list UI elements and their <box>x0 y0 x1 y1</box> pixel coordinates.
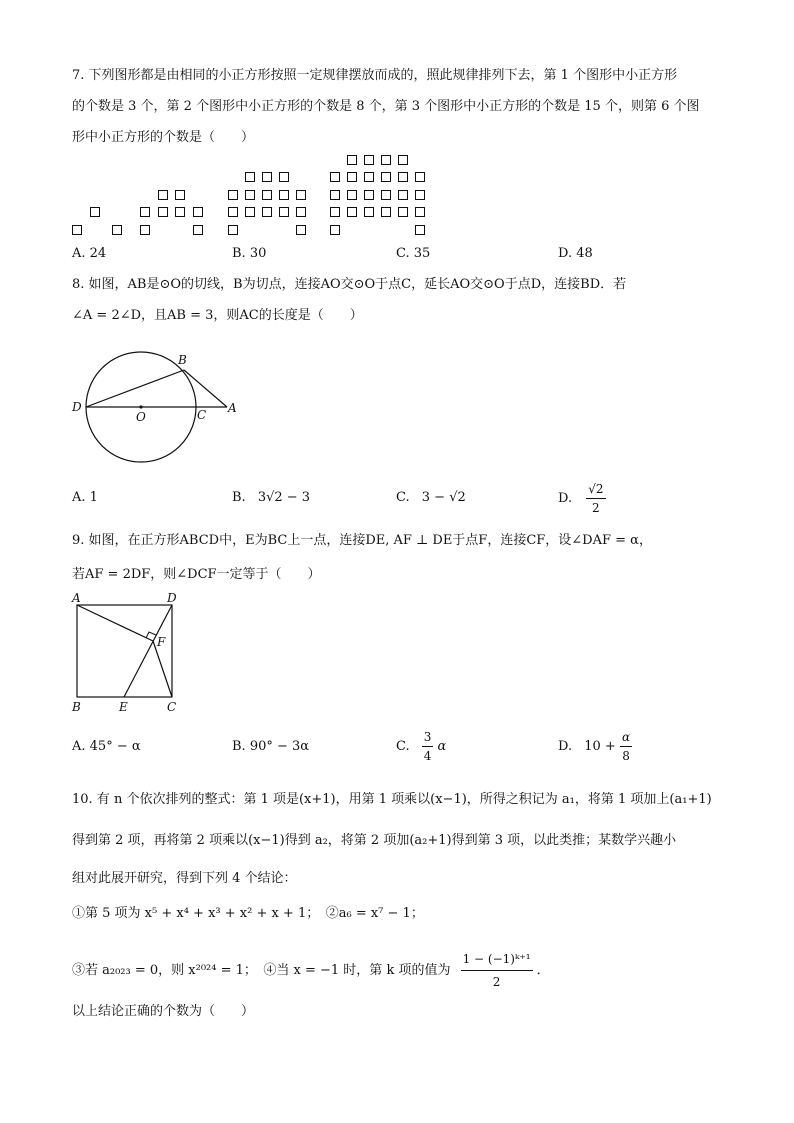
q8-tangent-ab <box>184 370 227 407</box>
q7-square-pattern-figure <box>0 0 794 240</box>
q7-option-a[interactable]: A. 24 <box>72 246 107 261</box>
q8-option-d[interactable] <box>558 480 606 517</box>
q9-option-c-denominator: 4 <box>423 749 432 763</box>
q9-label-c: C <box>167 700 177 714</box>
q8-line-1: 8. 如图，AB是⊙O的切线，B为切点，连接AO交⊙O于点C，延长AO交⊙O于点D，连接BD．若 <box>72 277 627 292</box>
q7-line-3: 形中小正方形的个数是（ ） <box>72 130 255 145</box>
q10-line-1: 10. 有 n 个依次排列的整式：第 1 项是(x+1)，用第 1 项乘以(x−1)，所得之积记为 a₁，将第 1 项加上(a₁+1) <box>72 792 712 807</box>
q9-option-c[interactable] <box>396 728 446 765</box>
q9-right-angle-mark <box>146 632 156 638</box>
q9-option-c-numerator: 3 <box>422 728 434 747</box>
q8-option-a[interactable]: A. 1 <box>72 490 98 505</box>
q9-line-2: 若AF = 2DF，则∠DCF一定等于（ ） <box>72 567 321 582</box>
q8-center-point <box>139 405 142 408</box>
q8-option-c-value: 3 − √2 <box>421 490 466 505</box>
q7-option-d[interactable]: D. 48 <box>558 246 593 261</box>
q8-option-d-label: D. <box>558 491 573 506</box>
q10-line-3: 组对此展开研究，得到下列 4 个结论： <box>72 871 297 886</box>
q8-option-d-numerator: √2 <box>586 480 605 499</box>
q10-conclusions-3-4 <box>72 948 550 993</box>
q9-segment-af <box>77 605 153 641</box>
q7-option-c[interactable]: C. 35 <box>396 246 431 261</box>
q8-option-d-fraction <box>586 480 605 517</box>
q10-line-2: 得到第 2 项，再将第 2 项乘以(x−1)得到 a₂，将第 2 项加(a₂+1)得到第 3 项，以此类推；某数学兴趣小 <box>72 833 677 848</box>
q8-option-b-value: 3√2 − 3 <box>257 490 311 505</box>
q8-circle-tangent-figure <box>60 345 250 480</box>
q9-option-d-label: D. <box>558 739 573 754</box>
q8-label-c: C <box>197 408 207 422</box>
q9-option-d-fraction <box>620 728 632 765</box>
q9-option-d-numerator: α <box>620 728 632 747</box>
q8-option-c-label: C. <box>396 490 410 505</box>
q8-label-d: D <box>72 400 82 414</box>
q9-option-c-label: C. <box>396 739 410 754</box>
q9-option-d[interactable] <box>558 728 632 765</box>
q8-option-c[interactable] <box>396 489 466 507</box>
q9-label-b: B <box>72 700 81 714</box>
q9-label-d: D <box>167 591 177 605</box>
q9-label-a: A <box>72 591 81 605</box>
q9-option-c-alpha: α <box>437 739 447 754</box>
q10-conclusions-3-4-head: ③若 a₂₀₂₃ = 0，则 x²⁰²⁴ = 1； ④当 x = −1 时，第 k 项的值为 <box>72 963 451 978</box>
q9-square-figure <box>66 590 196 715</box>
q9-option-a[interactable]: A. 45° − α <box>72 739 141 754</box>
q9-segment-cf <box>153 641 172 697</box>
q7-line-2: 的个数是 3 个，第 2 个图形中小正方形的个数是 8 个，第 3 个图形中小正方形的个数是 15 个，则第 6 个图 <box>72 99 700 114</box>
q10-conclusion-4-tail: ． <box>536 963 550 978</box>
q8-option-b[interactable] <box>232 489 310 507</box>
q8-line-2: ∠A = 2∠D，且AB = 3，则AC的长度是（ ） <box>72 308 363 323</box>
q9-label-f: F <box>157 635 166 649</box>
q8-label-o: O <box>136 410 146 424</box>
q8-label-a: A <box>228 401 237 415</box>
q7-option-b[interactable]: B. 30 <box>232 246 267 261</box>
q9-square-abcd <box>77 605 172 697</box>
q9-option-b[interactable]: B. 90° − 3α <box>232 739 310 754</box>
q8-option-b-label: B. <box>232 490 246 505</box>
q8-option-d-denominator: 2 <box>592 501 600 515</box>
q8-segment-db <box>86 370 184 407</box>
q10-conclusion-4-denominator: 2 <box>492 975 501 989</box>
q9-label-e: E <box>119 700 128 714</box>
q9-option-d-denominator: 8 <box>622 749 630 763</box>
q10-conclusions-1-2: ①第 5 项为 x⁵ + x⁴ + x³ + x² + x + 1； ②a₆ = x⁷ − 1； <box>72 906 424 921</box>
q7-line-1: 7. 下列图形都是由相同的小正方形按照一定规律摆放而成的，照此规律排列下去，第 1 个图形中小正方形 <box>72 68 678 83</box>
q8-label-b: B <box>178 353 187 367</box>
q10-conclusion-4-fraction <box>461 948 533 993</box>
q10-conclusion-4-numerator: 1 − (−1)ᵏ⁺¹ <box>461 948 533 971</box>
q9-line-1: 9. 如图，在正方形ABCD中，E为BC上一点，连接DE, AF ⊥ DE于点F，连接CF，设∠DAF = α， <box>72 533 652 548</box>
q9-segment-de <box>124 605 172 697</box>
q9-option-c-fraction <box>422 728 434 765</box>
q10-line-6: 以上结论正确的个数为（ ） <box>72 1004 255 1019</box>
q9-option-d-head: 10 + <box>584 739 616 754</box>
